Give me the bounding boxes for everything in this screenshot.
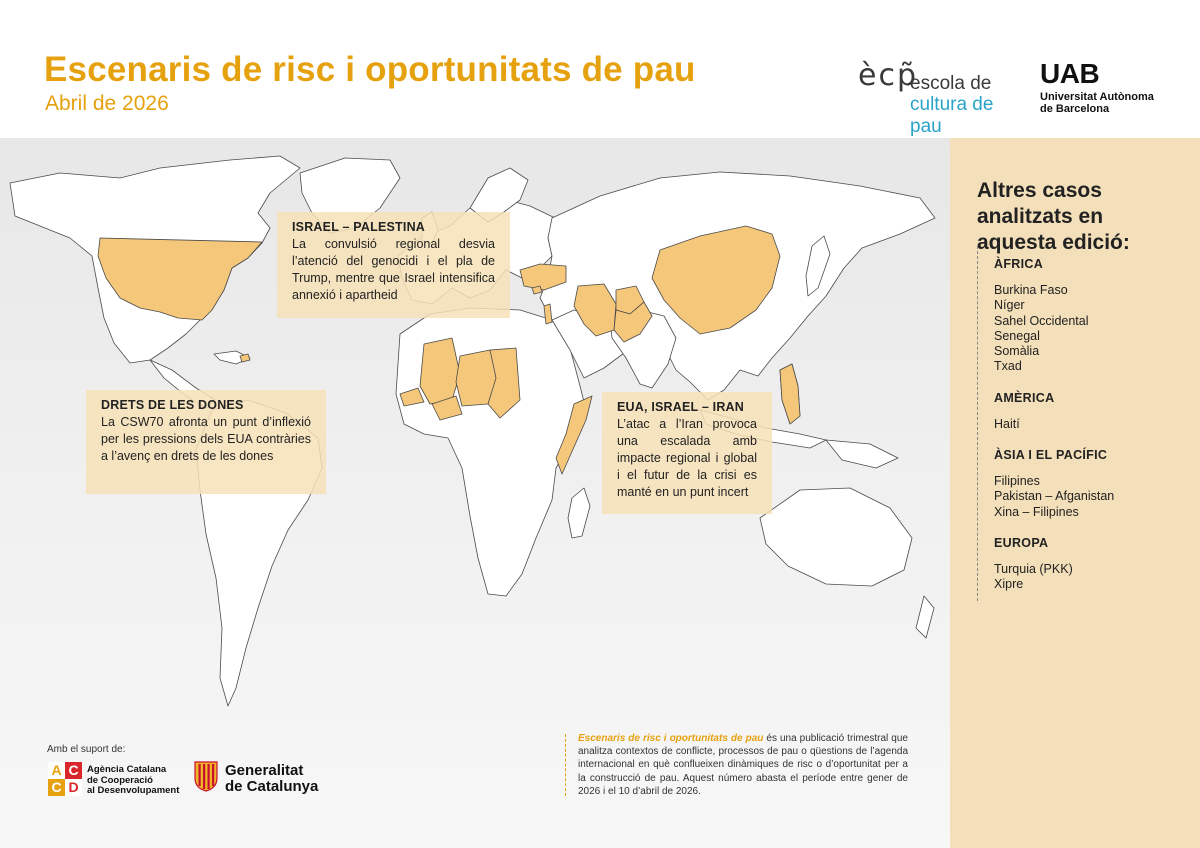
- case-item: Haití: [994, 416, 1020, 431]
- case-item: Xina – Filipines: [994, 504, 1079, 519]
- callout-israel-palestina: [277, 212, 510, 318]
- case-item: Somàlia: [994, 344, 1040, 359]
- accd-line2: de Cooperació: [87, 774, 153, 786]
- callout-drets-dones: [86, 390, 326, 494]
- ecp-logo-line1: escola de: [910, 73, 992, 94]
- madagascar-landmass: [568, 488, 590, 538]
- uab-logo-name: [1040, 91, 1160, 115]
- accd-logo-text: [87, 765, 187, 797]
- new-guinea-landmass: [826, 440, 898, 468]
- case-item: Sahel Occidental: [994, 313, 1089, 328]
- mali-highlight: [420, 338, 460, 404]
- generalitat-logo: [193, 760, 323, 794]
- sidebar-title: Altres casos analitzats en aquesta edició:: [977, 179, 1130, 254]
- accd-line3: al Desenvolupament: [87, 785, 180, 796]
- support-label: Amb el suport de:: [47, 744, 126, 755]
- callout-iran-heading: EUA, ISRAEL – IRAN: [617, 400, 745, 414]
- callout-israel-body: La convulsió regional desvia l’atenció del genocidi i el pla de Trump, mentre que Israel intensifica annexió i apartheid: [292, 237, 495, 302]
- accd-letter: D: [65, 779, 82, 796]
- about-publication: [578, 732, 908, 798]
- accd-line1: Agència Catalana: [87, 764, 167, 775]
- region-heading: EUROPA: [994, 535, 1049, 550]
- case-item: Txad: [994, 359, 1022, 374]
- page-title: Escenaris de risc i oportunitats de pau: [44, 50, 696, 89]
- callout-dones-heading: DRETS DE LES DONES: [101, 398, 244, 412]
- generalitat-line1: Generalitat: [225, 762, 304, 779]
- uab-name-line1: Universitat Autònoma: [1040, 91, 1154, 103]
- header: [0, 0, 1200, 138]
- page-subtitle: Abril de 2026: [45, 92, 169, 115]
- accd-letter: A: [48, 762, 65, 779]
- sidebar-dashed-rule: [977, 246, 978, 601]
- case-item: Burkina Faso: [994, 283, 1068, 297]
- case-item: Turquia (PKK): [994, 561, 1073, 576]
- sidebar-case-list: [994, 257, 1194, 593]
- about-publication-text: és una publicació trimestral que analitza contextos de conflicte, processos de pau o qüestions de l’agenda internacional en què conflueixen dinàmiques de risc o d’oportunitat per a la construcció de pau. Aquest número abasta el període entre gener de 2026 i el 10 d’abril de 2026.: [578, 733, 908, 797]
- philippines-highlight: [780, 364, 800, 424]
- about-publication-title: Escenaris de risc i oportunitats de pau: [578, 733, 764, 744]
- uab-logo: [1040, 60, 1160, 115]
- callout-eua-iran: [602, 392, 772, 514]
- case-item: Níger: [994, 298, 1025, 313]
- ecp-logo-mark: ècp̃: [858, 58, 918, 93]
- case-item: Xipre: [994, 577, 1024, 592]
- callout-iran-body: L’atac a l’Iran provoca una escalada amb impacte regional i global i el futur de la crisi es manté en un punt incert: [617, 417, 757, 499]
- generalitat-line2: de Catalunya: [225, 778, 319, 795]
- case-item: Filipines: [994, 474, 1040, 489]
- ecp-logo-line2: cultura de pau: [910, 94, 994, 137]
- generalitat-emblem-icon: [193, 760, 219, 792]
- callout-dones-body: La CSW70 afronta un punt d’inflexió per les pressions dels EUA contràries a l’avenç en drets de les dones: [101, 415, 311, 463]
- accd-letter: C: [65, 762, 82, 779]
- case-item: Senegal: [994, 328, 1040, 343]
- about-dashed-rule: [565, 734, 566, 796]
- generalitat-logo-text: [225, 763, 318, 795]
- accd-logo: [48, 762, 178, 796]
- ecp-logo: [858, 58, 1028, 137]
- australia-landmass: [760, 488, 912, 586]
- accd-letter: C: [48, 779, 65, 796]
- case-item: Pakistan – Afganistan: [994, 489, 1115, 504]
- region-heading: AMÈRICA: [994, 390, 1055, 405]
- new-zealand-landmass: [916, 596, 934, 638]
- uab-name-line2: de Barcelona: [1040, 103, 1110, 115]
- region-heading: ÀSIA I EL PACÍFIC: [994, 448, 1108, 463]
- callout-israel-heading: ISRAEL – PALESTINA: [292, 220, 426, 234]
- region-heading: ÀFRICA: [994, 257, 1044, 271]
- accd-logo-mark: [48, 762, 82, 796]
- uab-logo-mark: UAB: [1040, 58, 1100, 89]
